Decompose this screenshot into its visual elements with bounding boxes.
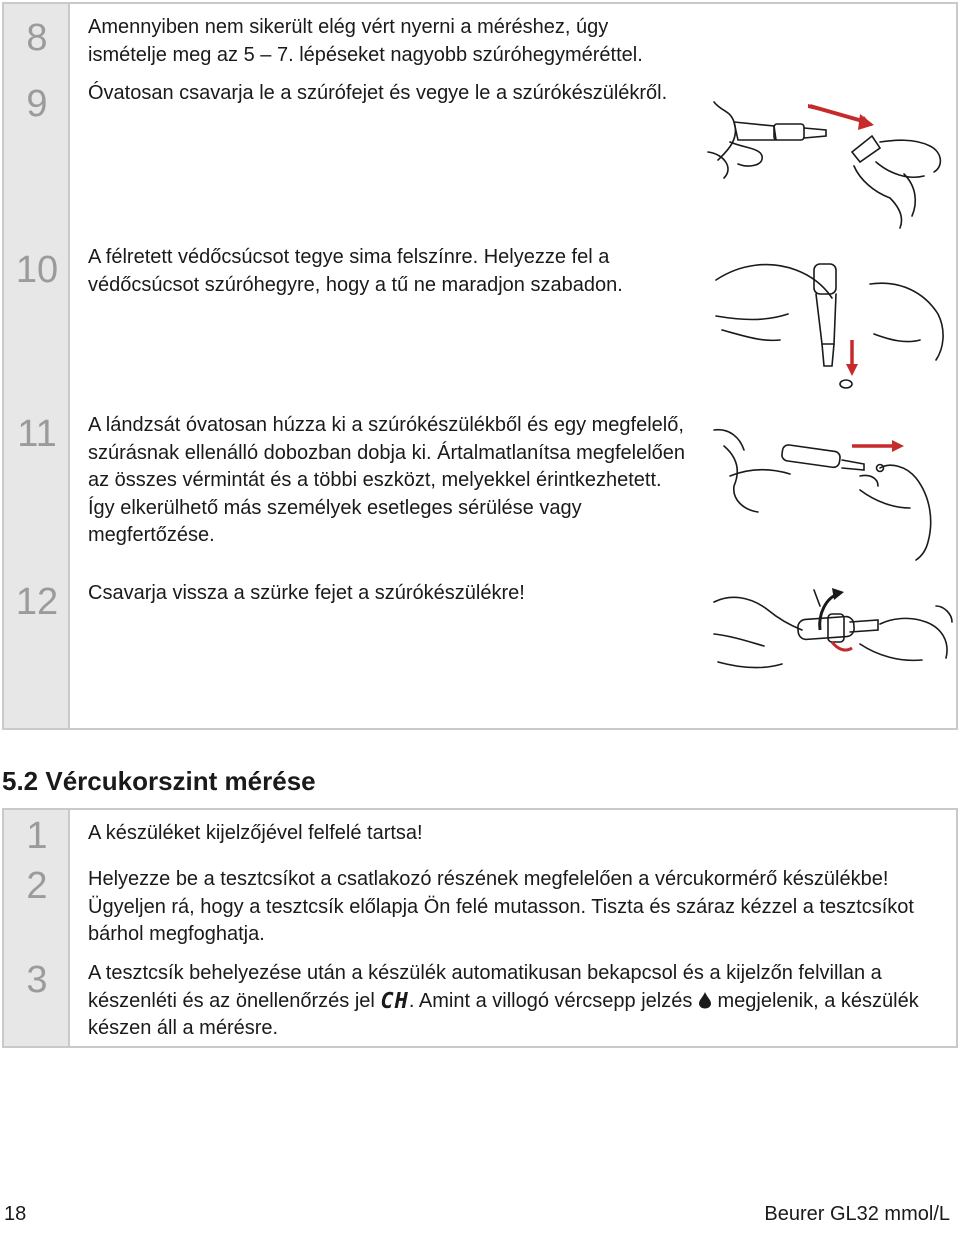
- step-text: Óvatosan csavarja le a szúrófejet és vegye le a szúrókészülékről.: [88, 82, 668, 104]
- hands-screwing-cap-illustration: [710, 584, 960, 724]
- step-number: 12: [15, 581, 59, 623]
- instruction-box-top: [2, 2, 958, 730]
- blood-drop-icon: [698, 991, 712, 1009]
- step-text: Amennyiben nem sikerült elég vért nyerni a méréshez, úgy ismételje meg az 5 – 7. lépéseket nagyobb szúróhegyméréttel.: [88, 16, 643, 66]
- step-number: 8: [26, 17, 48, 59]
- step-number: 11: [17, 413, 57, 455]
- page-number: 18: [4, 1203, 27, 1225]
- step-text-part: megjelenik, a készülék készen áll a mérésre.: [88, 989, 919, 1039]
- section-heading: 5.2 Vércukorszint mérése: [2, 766, 316, 796]
- hand-capping-lancet-illustration: [710, 244, 950, 394]
- hands-unscrewing-lancing-cap-illustration: [704, 82, 954, 232]
- hands-pulling-lancet-illustration: [710, 416, 950, 566]
- instruction-box-bottom: [2, 808, 958, 1048]
- step-text: A félretett védőcsúcsot tegye sima felszínre. Helyezze fel a védőcsúcsot szúróhegyre, hogy a tű ne maradjon szabadon.: [88, 246, 623, 296]
- step-number: 10: [15, 249, 59, 291]
- step-number: 3: [26, 959, 48, 1001]
- step-text: [88, 960, 950, 1043]
- step-number: 2: [26, 865, 48, 907]
- step-number: 1: [26, 815, 48, 857]
- self-test-ch-symbol: CH: [380, 988, 409, 1014]
- product-name: Beurer GL32 mmol/L: [764, 1203, 950, 1225]
- step-number: 9: [26, 83, 48, 125]
- step-text: Helyezze be a tesztcsíkot a csatlakozó részének megfelelően a vércukormérő készülékbe! Ügyeljen rá, hogy a tesztcsík előlapja Ön felé mutasson. Tiszta és száraz kézzel a tesztcsíkot bárhol megfoghatja.: [88, 868, 914, 945]
- step-text: A készüléket kijelzőjével felfelé tartsa!: [88, 822, 423, 844]
- step-text: Csavarja vissza a szürke fejet a szúrókészülékre!: [88, 582, 525, 604]
- step-text-part: . Amint a villogó vércsepp jelzés: [408, 989, 693, 1012]
- step-text: A lándzsát óvatosan húzza ki a szúrókészülékből és egy megfelelő, szúrásnak ellenálló dobozban dobja ki. Ártalmatlanítsa megfelelően az összes vérmintát és a többi eszközt, melyekkel érintkezhetett. Így elkerülhető más személyek esetleges sérülése vagy megfertőzése.: [88, 414, 686, 546]
- page-footer: [0, 1193, 960, 1233]
- step-text-part: A tesztcsík behelyezése után a készülék automatikusan bekapcsol és a kijelzőn felvillan a készenléti és az önellenőrzés jel: [88, 962, 882, 1012]
